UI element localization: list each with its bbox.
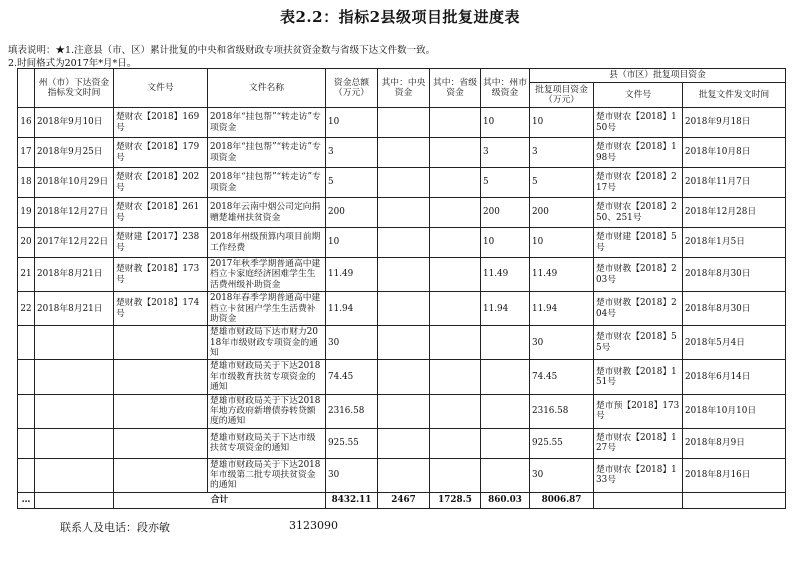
cell-approved: 2316.58 (530, 394, 594, 428)
cell-date: 2018年12月27日 (35, 198, 114, 228)
cell-doc-name: 楚雄市财政局关于下达2018年市级教育扶贫专项资金的通知 (208, 360, 326, 394)
cell-province (430, 292, 481, 326)
header-approved: 批复项目资金（万元） (530, 83, 594, 108)
table-row (18, 168, 786, 198)
cell-doc-name: 楚雄市财政局关于下达2018年市级第二批专项扶贫资金的通知 (208, 458, 326, 492)
cell-county-doc-no: 楚市财农【2018】198号 (594, 138, 683, 168)
total-province: 1728.5 (430, 492, 481, 508)
cell-total: 11.94 (326, 292, 378, 326)
cell-total: 30 (326, 326, 378, 360)
cell-doc-name: 楚雄市财政局下达市财力2018年市级财政专项资金的通知 (208, 326, 326, 360)
row-index (18, 326, 35, 360)
cell-doc-name: 2018年“挂包帮”“转走访”专项资金 (208, 168, 326, 198)
table-row (18, 428, 786, 458)
cell-date: 2018年8月21日 (35, 258, 114, 292)
cell-county-doc-no: 楚市财建【2018】5号 (594, 228, 683, 258)
cell-doc-no (114, 458, 208, 492)
header-doc-no: 文件号 (114, 69, 208, 108)
cell-approved: 11.94 (530, 292, 594, 326)
cell-county-doc-no: 楚市财农【2018】150号 (594, 108, 683, 138)
header-province: 其中：省级资金 (430, 69, 481, 108)
cell-doc-no (114, 326, 208, 360)
cell-approved: 10 (530, 228, 594, 258)
cell-central (378, 326, 430, 360)
row-index: 17 (18, 138, 35, 168)
cell-province (430, 168, 481, 198)
page-title: 表2.2：指标2县级项目批复进度表 (279, 8, 521, 26)
cell-central (378, 168, 430, 198)
cell-total: 74.45 (326, 360, 378, 394)
cell-total: 2316.58 (326, 394, 378, 428)
cell-central (378, 198, 430, 228)
cell-prefecture: 3 (481, 138, 530, 168)
cell-county-date: 2018年1月5日 (683, 228, 786, 258)
cell-county-doc-no: 楚市财农【2018】133号 (594, 458, 683, 492)
table-row (18, 326, 786, 360)
cell-total: 3 (326, 138, 378, 168)
cell-date (35, 360, 114, 394)
cell-prefecture: 11.49 (481, 258, 530, 292)
cell-date: 2018年9月25日 (35, 138, 114, 168)
header-total: 资金总额（万元） (326, 69, 378, 108)
cell-doc-no: 楚财教【2018】173号 (114, 258, 208, 292)
cell-county-date: 2018年8月30日 (683, 258, 786, 292)
fill-instructions: 填表说明：★1.注意县（市、区）累计批复的中央和省级财政专项扶贫资金数与省级下达文件数一致。 (8, 45, 436, 56)
cell-county-date: 2018年6月14日 (683, 360, 786, 394)
cell-doc-name: 楚雄市财政局关于下达2018年地方政府新增债券转贷额度的通知 (208, 394, 326, 428)
header-county-doc-no: 文件号 (594, 83, 683, 108)
cell-province (430, 108, 481, 138)
cell-date (35, 326, 114, 360)
cell-province (430, 394, 481, 428)
cell-approved: 74.45 (530, 360, 594, 394)
cell-total: 5 (326, 168, 378, 198)
row-index: 16 (18, 108, 35, 138)
cell-doc-no (114, 394, 208, 428)
total-prefecture: 860.03 (481, 492, 530, 508)
cell-central (378, 428, 430, 458)
row-index: 21 (18, 258, 35, 292)
cell-province (430, 258, 481, 292)
cell-date: 2018年9月10日 (35, 108, 114, 138)
cell-central (378, 292, 430, 326)
cell-doc-no (114, 360, 208, 394)
cell-province (430, 198, 481, 228)
cell-approved: 30 (530, 458, 594, 492)
cell-date: 2018年8月21日 (35, 292, 114, 326)
total-spacer (35, 492, 114, 508)
cell-doc-name: 2018年“挂包帮”“转走访”专项资金 (208, 138, 326, 168)
cell-doc-name: 2018年云南中烟公司定向捐赠楚雄州扶贫资金 (208, 198, 326, 228)
cell-central (378, 138, 430, 168)
cell-prefecture: 10 (481, 228, 530, 258)
cell-province (430, 458, 481, 492)
contact-label: 联系人及电话：段亦敏 (60, 521, 170, 534)
contact-phone: 3123090 (289, 519, 338, 532)
table-row (18, 360, 786, 394)
cell-doc-no: 楚财教【2018】174号 (114, 292, 208, 326)
cell-county-doc-no: 楚市财农【2018】250、251号 (594, 198, 683, 228)
cell-county-date: 2018年8月16日 (683, 458, 786, 492)
table-row (18, 198, 786, 228)
cell-central (378, 258, 430, 292)
cell-doc-name: 2018年“挂包帮”“转走访”专项资金 (208, 108, 326, 138)
header-county-date: 批复文件发文时间 (683, 83, 786, 108)
cell-province (430, 138, 481, 168)
row-index (18, 428, 35, 458)
cell-total: 925.55 (326, 428, 378, 458)
cell-doc-no: 楚财农【2018】179号 (114, 138, 208, 168)
table-row (18, 138, 786, 168)
cell-total: 10 (326, 108, 378, 138)
cell-county-doc-no: 楚市财农【2018】127号 (594, 428, 683, 458)
cell-total: 10 (326, 228, 378, 258)
index-header (18, 69, 35, 108)
cell-prefecture: 200 (481, 198, 530, 228)
cell-county-date: 2018年10月8日 (683, 138, 786, 168)
cell-county-date: 2018年12月28日 (683, 198, 786, 228)
total-central: 2467 (378, 492, 430, 508)
cell-prefecture: 10 (481, 108, 530, 138)
cell-province (430, 428, 481, 458)
total-blank-date (683, 492, 786, 508)
total-row (18, 492, 786, 508)
cell-date: 2017年12月22日 (35, 228, 114, 258)
cell-county-date: 2018年8月30日 (683, 292, 786, 326)
cell-county-doc-no: 楚市财教【2018】204号 (594, 292, 683, 326)
cell-county-date: 2018年10月10日 (683, 394, 786, 428)
cell-approved: 5 (530, 168, 594, 198)
cell-prefecture: 5 (481, 168, 530, 198)
cell-province (430, 326, 481, 360)
cell-central (378, 360, 430, 394)
cell-central (378, 228, 430, 258)
cell-doc-no (114, 428, 208, 458)
table-row (18, 228, 786, 258)
cell-prefecture: 11.94 (481, 292, 530, 326)
header-central: 其中：中央资金 (378, 69, 430, 108)
total-blank-doc (594, 492, 683, 508)
cell-approved: 11.49 (530, 258, 594, 292)
cell-doc-no: 楚财建【2017】238号 (114, 228, 208, 258)
cell-doc-no: 楚财农【2018】261号 (114, 198, 208, 228)
cell-approved: 925.55 (530, 428, 594, 458)
row-index: 18 (18, 168, 35, 198)
table-body (18, 108, 786, 509)
cell-doc-no: 楚财农【2018】169号 (114, 108, 208, 138)
cell-county-doc-no: 楚市财教【2018】203号 (594, 258, 683, 292)
row-index: 20 (18, 228, 35, 258)
cell-doc-no: 楚财农【2018】202号 (114, 168, 208, 198)
cell-central (378, 108, 430, 138)
cell-approved: 3 (530, 138, 594, 168)
total-approved: 8006.87 (530, 492, 594, 508)
cell-approved: 200 (530, 198, 594, 228)
cell-approved: 30 (530, 326, 594, 360)
cell-county-date: 2018年11月7日 (683, 168, 786, 198)
table-row (18, 258, 786, 292)
total-sum: 8432.11 (326, 492, 378, 508)
cell-county-date: 2018年5月4日 (683, 326, 786, 360)
cell-doc-name: 2018年州级预算内项目前期工作经费 (208, 228, 326, 258)
cell-county-date: 2018年8月9日 (683, 428, 786, 458)
cell-central (378, 394, 430, 428)
table-row (18, 458, 786, 492)
cell-prefecture (481, 458, 530, 492)
cell-prefecture (481, 326, 530, 360)
cell-approved: 10 (530, 108, 594, 138)
cell-county-date: 2018年9月18日 (683, 108, 786, 138)
row-index (18, 360, 35, 394)
approval-progress-table (17, 68, 786, 509)
table-row (18, 394, 786, 428)
cell-doc-name: 2017年秋季学期普通高中建档立卡家庭经济困难学生生活费州级补助资金 (208, 258, 326, 292)
total-label: 合计 (114, 492, 326, 508)
row-index: 19 (18, 198, 35, 228)
cell-province (430, 228, 481, 258)
table-row (18, 292, 786, 326)
cell-county-doc-no: 楚市财农【2018】55号 (594, 326, 683, 360)
row-index: 22 (18, 292, 35, 326)
cell-province (430, 360, 481, 394)
header-date: 州（市）下达资金指标发文时间 (35, 69, 114, 108)
cell-date (35, 458, 114, 492)
cell-county-doc-no: 楚市财农【2018】217号 (594, 168, 683, 198)
header-prefecture: 其中：州市级资金 (481, 69, 530, 108)
cell-prefecture (481, 360, 530, 394)
cell-date: 2018年10月29日 (35, 168, 114, 198)
cell-total: 200 (326, 198, 378, 228)
cell-total: 30 (326, 458, 378, 492)
cell-prefecture (481, 394, 530, 428)
header-doc-name: 文件名称 (208, 69, 326, 108)
row-index (18, 394, 35, 428)
total-index: … (18, 492, 35, 508)
date-format-note: 2.时间格式为2017年*月*日。 (8, 58, 137, 69)
cell-county-doc-no: 楚市预【2018】173号 (594, 394, 683, 428)
cell-doc-name: 楚雄市财政局关于下达市级扶贫专项资金的通知 (208, 428, 326, 458)
table-row (18, 108, 786, 138)
cell-prefecture (481, 428, 530, 458)
cell-date (35, 394, 114, 428)
cell-doc-name: 2018年春季学期普通高中建档立卡贫困户学生生活费补助资金 (208, 292, 326, 326)
header-county-group: 县（市区）批复项目资金 (530, 69, 786, 83)
cell-date (35, 428, 114, 458)
cell-total: 11.49 (326, 258, 378, 292)
cell-county-doc-no: 楚市财教【2018】151号 (594, 360, 683, 394)
row-index (18, 458, 35, 492)
cell-central (378, 458, 430, 492)
